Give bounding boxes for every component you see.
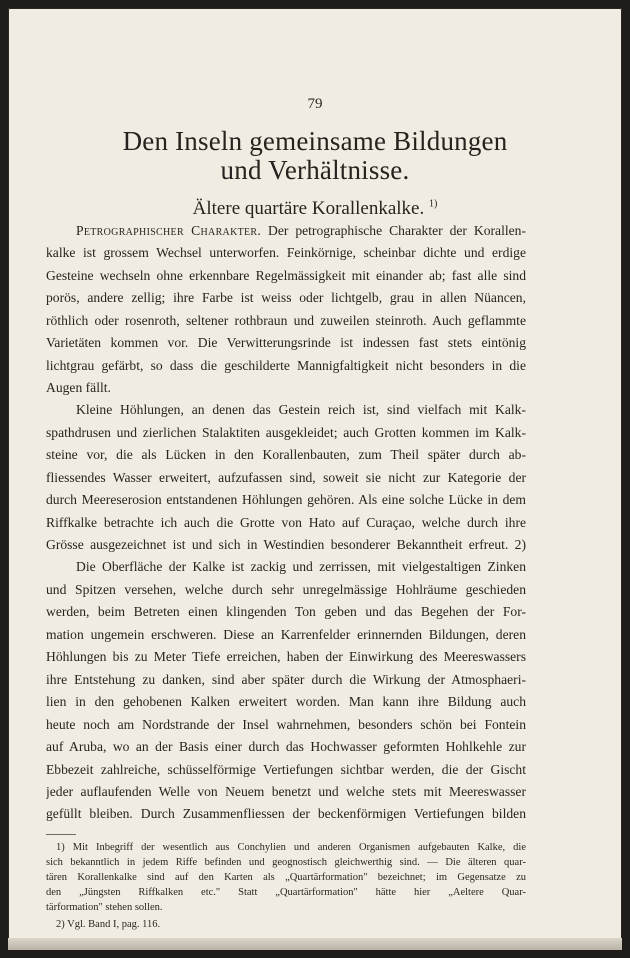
chapter-title-line-2: und Verhältnisse.: [220, 155, 410, 185]
footnote-1-line: 1) Mit Inbegriff der wesentlich aus Conchylien und anderen Organismen aufgebauten Kalke, die: [56, 842, 526, 853]
footnote-1-line: den „Jüngsten Riffkalken etc." Statt „Quartärformation" hätte hier „Aeltere Quar-: [46, 887, 526, 898]
paragraph-lead: Petrographischer Charakter.: [76, 223, 262, 238]
page-number: 79: [307, 96, 323, 112]
paragraph-1-line: kalke ist grossem Wechsel unterworfen. Feinkörnige, scheinbar dichte und erdige: [46, 245, 526, 260]
page-bottom-edge: [8, 938, 622, 950]
paragraph-2-line: spathdrusen und zierlichen Stalaktiten ausgekleidet; auch Grotten kommen im Kalk-: [46, 425, 526, 440]
paragraph-1-line: Varietäten kommen vor. Die Verwitterungsrinde ist indessen fast stets eintönig: [46, 335, 526, 350]
paragraph-3-line: auf Aruba, wo an der Basis einer durch das Hochwasser geformten Hohlkehle zur: [46, 739, 526, 754]
paragraph-3-line: Die Oberfläche der Kalke ist zackig und zerrissen, mit vielgestaltigen Zinken: [76, 559, 526, 574]
paragraph-3-line: jeder auflaufenden Welle von Neuem benetzt und welche stets mit Meereswasser: [46, 784, 526, 799]
paragraph-2-line: Riffkalke betrachte ich auch die Grotte von Hato auf Curaçao, welche durch ihre: [46, 515, 526, 530]
paragraph-3-line: und Spitzen versehen, welche durch sehr unregelmässige Hohlräume geschieden: [46, 582, 526, 597]
paragraph-2-line: durch Meereserosion entstandenen Höhlungen gehören. Als eine solche Lücke in dem: [46, 492, 526, 507]
paragraph-3-line: mation ungemein erschweren. Diese an Karrenfelder erinnernden Bildungen, deren: [46, 627, 526, 642]
paragraph-3-line: gefüllt bleiben. Durch Zusammenfliessen der beckenförmigen Vertiefungen bilden: [46, 806, 526, 821]
section-title-text: Ältere quartäre Korallenkalke.: [192, 198, 425, 219]
paragraph-1-line: Augen fällt.: [46, 380, 111, 395]
paragraph-1-line: Gesteine wechseln ohne erkennbare Regelmässigkeit mit einander ab; fast alle sind: [46, 268, 526, 283]
paragraph-1-line: lichtgrau gefärbt, so dass die geschilderte Mannigfaltigkeit nicht besonders in die: [46, 358, 526, 373]
paragraph-2-line: Kleine Höhlungen, an denen das Gestein reich ist, sind vielfach mit Kalk-: [76, 402, 526, 417]
chapter-title-line-1: Den Inseln gemeinsame Bildungen: [122, 126, 508, 156]
paragraph-1-line: porös, andere zellig; ihre Farbe ist weiss oder lichtgelb, grau in allen Nüancen,: [46, 290, 526, 305]
paragraph-2-line: fliessendes Wasser erweitert, aufzufassen sind, soweit sie nicht zur Kategorie der: [46, 470, 526, 485]
paragraph-3-line: lien in den gehobenen Kalken erweitert worden. Man kann ihre Bildung auch: [46, 694, 526, 709]
section-title: [8, 198, 622, 220]
paragraph-3-line: ihre Entstehung zu danken, sind aber später durch die Wirkung der Atmosphaeri-: [46, 672, 526, 687]
paragraph-3-line: werden, beim Betreten einen klingenden Ton geben und das Begehen der For-: [46, 604, 526, 619]
paragraph-2-line: steine vor, die als Lücken in den Korallenbauten, zum Theil später durch ab-: [46, 447, 526, 462]
paragraph-3-line: Ebbezeit zahlreiche, schüsselförmige Vertiefungen sichtbar werden, die der Gischt: [46, 762, 526, 777]
paragraph-1-line: [76, 220, 526, 242]
footnote-1-line: tären Korallenkalke sind auf den Karten als „Quartärformation" bezeichnet; im Gegensatze zu: [46, 872, 526, 883]
paragraph-3-line: Höhlungen bis zu Meter Tiefe erreichen, haben der Einwirkung des Meereswassers: [46, 649, 526, 664]
footnote-1-line: sich bekanntlich in jedem Riffe befinden und geognostisch gleichwerthig sind. — Die älteren quar-: [46, 857, 526, 868]
paragraph-2-line: Grösse ausgezeichnet ist und sich in Westindien besonderer Bekanntheit erfreut. 2): [46, 537, 526, 552]
paragraph-1-line-1-text: Der petrographische Charakter der Korallen-: [268, 223, 526, 238]
footnote-divider: [46, 834, 76, 835]
section-footnote-ref: 1): [428, 198, 438, 210]
footnote-2: 2) Vgl. Band I, pag. 116.: [56, 919, 161, 930]
paragraph-1-line: röthlich oder rosenroth, seltener rothbraun und zuweilen steinroth. Auch geflammte: [46, 313, 526, 328]
footnote-1-line: tärformation" stehen sollen.: [46, 902, 163, 913]
paragraph-3-line: heute noch am Nordstrande der Insel wahrnehmen, besonders schön bei Fontein: [46, 717, 526, 732]
book-page: [8, 8, 622, 950]
